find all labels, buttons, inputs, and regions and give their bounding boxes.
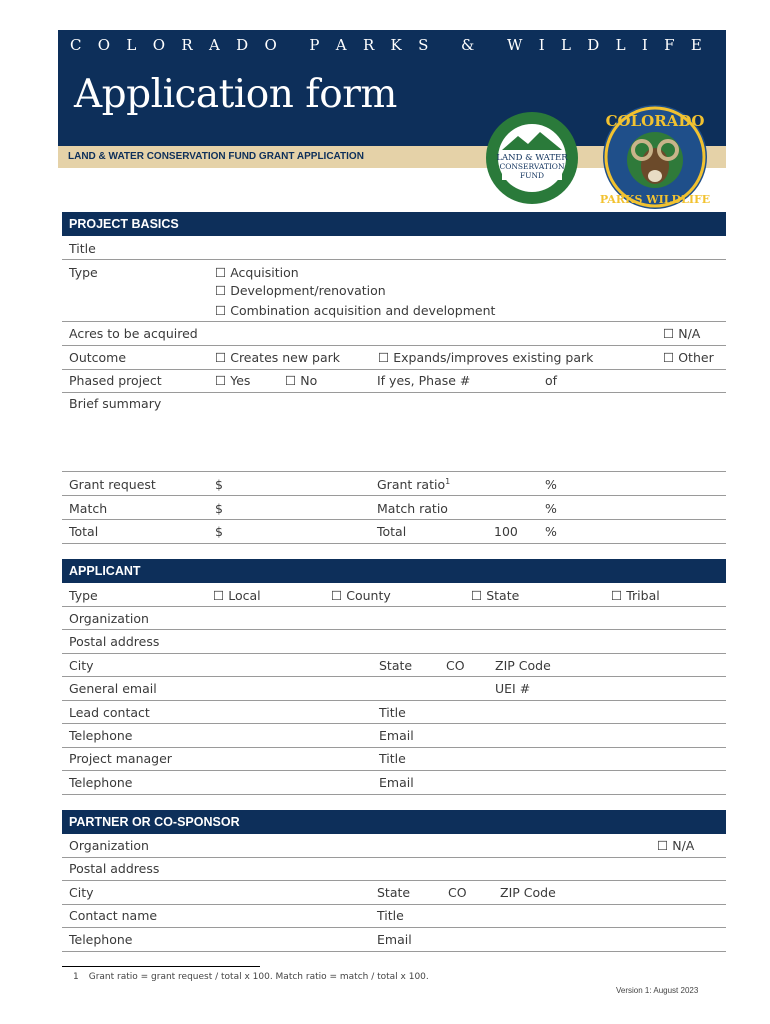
lwcf-logo-line2: CONSERVATION — [499, 162, 565, 171]
agency-letter: L — [126, 36, 137, 54]
agency-letter: O — [97, 36, 111, 54]
lead-contact-label: Lead contact — [69, 705, 150, 720]
footnote — [73, 972, 429, 982]
acres-na-checkbox[interactable]: ☐ N/A — [663, 326, 700, 341]
applicant-email-label: General email — [69, 681, 157, 696]
applicant-postal-label: Postal address — [69, 634, 160, 649]
project-manager-label: Project manager — [69, 751, 172, 766]
partner-contact-label: Contact name — [69, 908, 158, 923]
agency-letter: A — [208, 36, 220, 54]
applicant-state-label: State — [379, 658, 413, 673]
section-partner: PARTNER OR CO-SPONSOR — [62, 810, 726, 834]
lead-contact-title-label: Title — [379, 705, 406, 720]
partner-zip-label: ZIP Code — [500, 885, 556, 900]
applicant-org-label: Organization — [69, 611, 149, 626]
agency-letter: & — [460, 36, 475, 54]
agency-letter: A — [335, 36, 347, 54]
agency-letter: I — [538, 36, 545, 54]
total-ratio-percent: % — [545, 524, 557, 539]
partner-city-label: City — [69, 885, 94, 900]
total-label: Total — [69, 524, 99, 539]
agency-letter: P — [309, 36, 320, 54]
agency-letter: F — [664, 36, 675, 54]
grant-request-dollar: $ — [215, 477, 223, 492]
cpw-logo-icon — [598, 104, 712, 210]
partner-postal-label: Postal address — [69, 861, 160, 876]
partner-state-value: CO — [448, 885, 467, 900]
row-applicant-org — [62, 607, 726, 630]
partner-state-label: State — [377, 885, 411, 900]
summary-label: Brief summary — [69, 396, 162, 411]
footnote-number: 1 — [73, 972, 79, 982]
row-title — [62, 236, 726, 260]
phased-yes-checkbox[interactable]: ☐ Yes — [215, 373, 250, 388]
type-development-checkbox[interactable]: ☐ Development/renovation — [215, 283, 386, 298]
agency-letter: C — [70, 36, 82, 54]
agency-letter: K — [390, 36, 402, 54]
partner-email-label: Email — [377, 932, 412, 947]
total-dollar: $ — [215, 524, 223, 539]
project-manager-title-label: Title — [379, 751, 406, 766]
agency-letter: O — [152, 36, 166, 54]
row-partner-org — [62, 834, 726, 858]
agency-letter: E — [690, 36, 702, 54]
pm-telephone-label: Telephone — [69, 775, 133, 790]
agency-letter: I — [641, 36, 648, 54]
agency-letter: O — [264, 36, 277, 54]
row-applicant-postal — [62, 630, 726, 654]
page-title: Application form — [74, 72, 397, 117]
cpw-logo-top-text: COLORADO — [605, 112, 705, 130]
applicant-state-value: CO — [446, 658, 465, 673]
cpw-logo-bottom-text: PARKS WILDLIFE — [599, 193, 711, 206]
agency-letter: S — [418, 36, 429, 54]
agency-letter: R — [181, 36, 193, 54]
version-label: Version 1: August 2023 — [616, 986, 699, 995]
applicant-tribal-checkbox[interactable]: ☐ Tribal — [611, 588, 660, 603]
applicant-type-label: Type — [69, 588, 98, 603]
applicant-local-checkbox[interactable]: ☐ Local — [213, 588, 261, 603]
partner-title-label: Title — [377, 908, 404, 923]
lwcf-logo-line3: FUND — [519, 171, 545, 180]
lead-email-label: Email — [379, 728, 414, 743]
section-project-basics: PROJECT BASICS — [62, 212, 726, 236]
subtitle: LAND & WATER CONSERVATION FUND GRANT APPLICATION — [68, 151, 364, 162]
applicant-zip-label: ZIP Code — [495, 658, 551, 673]
applicant-county-checkbox[interactable]: ☐ County — [331, 588, 391, 603]
match-dollar: $ — [215, 501, 223, 516]
total-ratio-label: Total — [377, 524, 407, 539]
grant-ratio-percent: % — [545, 477, 557, 492]
agency-letter: D — [236, 36, 249, 54]
row-partner-postal — [62, 858, 726, 881]
applicant-uei-label: UEI # — [495, 681, 531, 696]
phase-number-label: If yes, Phase # — [377, 373, 471, 388]
applicant-city-label: City — [69, 658, 94, 673]
phased-label: Phased project — [69, 373, 162, 388]
type-combination-checkbox[interactable]: ☐ Combination acquisition and development — [215, 303, 495, 318]
type-label: Type — [69, 265, 98, 280]
pm-email-label: Email — [379, 775, 414, 790]
section-applicant: APPLICANT — [62, 559, 726, 583]
lead-telephone-label: Telephone — [69, 728, 133, 743]
outcome-label: Outcome — [69, 350, 127, 365]
agency-letter: L — [560, 36, 571, 54]
partner-na-checkbox[interactable]: ☐ N/A — [657, 838, 694, 853]
partner-org-label: Organization — [69, 838, 149, 853]
footnote-text: Grant ratio = grant request / total x 100. Match ratio = match / total x 100. — [88, 972, 429, 982]
grant-ratio-label: Grant ratio$^1$ — [377, 477, 451, 493]
applicant-state-checkbox[interactable]: ☐ State — [471, 588, 519, 603]
phased-no-checkbox[interactable]: ☐ No — [285, 373, 317, 388]
match-ratio-percent: % — [545, 501, 557, 516]
title-label: Title — [69, 241, 96, 256]
type-acquisition-checkbox[interactable]: ☐ Acquisition — [215, 265, 299, 280]
agency-name — [70, 36, 702, 54]
match-label: Match — [69, 501, 108, 516]
lwcf-logo-line1: LAND & WATER — [496, 153, 568, 163]
grant-request-label: Grant request — [69, 477, 156, 492]
outcome-other-checkbox[interactable]: ☐ Other — [663, 350, 714, 365]
agency-letter: D — [587, 36, 600, 54]
grant-ratio-footnote-ref: 1 — [445, 477, 451, 486]
acres-label: Acres to be acquired — [69, 326, 198, 341]
partner-telephone-label: Telephone — [69, 932, 133, 947]
footnote-divider — [62, 966, 260, 967]
agency-letter: L — [615, 36, 626, 54]
agency-letter: R — [362, 36, 375, 54]
row-summary — [62, 393, 726, 472]
match-ratio-label: Match ratio — [377, 501, 448, 516]
agency-letter: W — [506, 36, 523, 54]
row-applicant-email — [62, 677, 726, 701]
lwcf-logo-icon — [484, 106, 580, 210]
outcome-expands-checkbox[interactable]: ☐ Expands/improves existing park — [378, 350, 593, 365]
total-ratio-value: 100 — [494, 524, 518, 539]
phase-of-label: of — [545, 373, 558, 388]
outcome-new-park-checkbox[interactable]: ☐ Creates new park — [215, 350, 340, 365]
